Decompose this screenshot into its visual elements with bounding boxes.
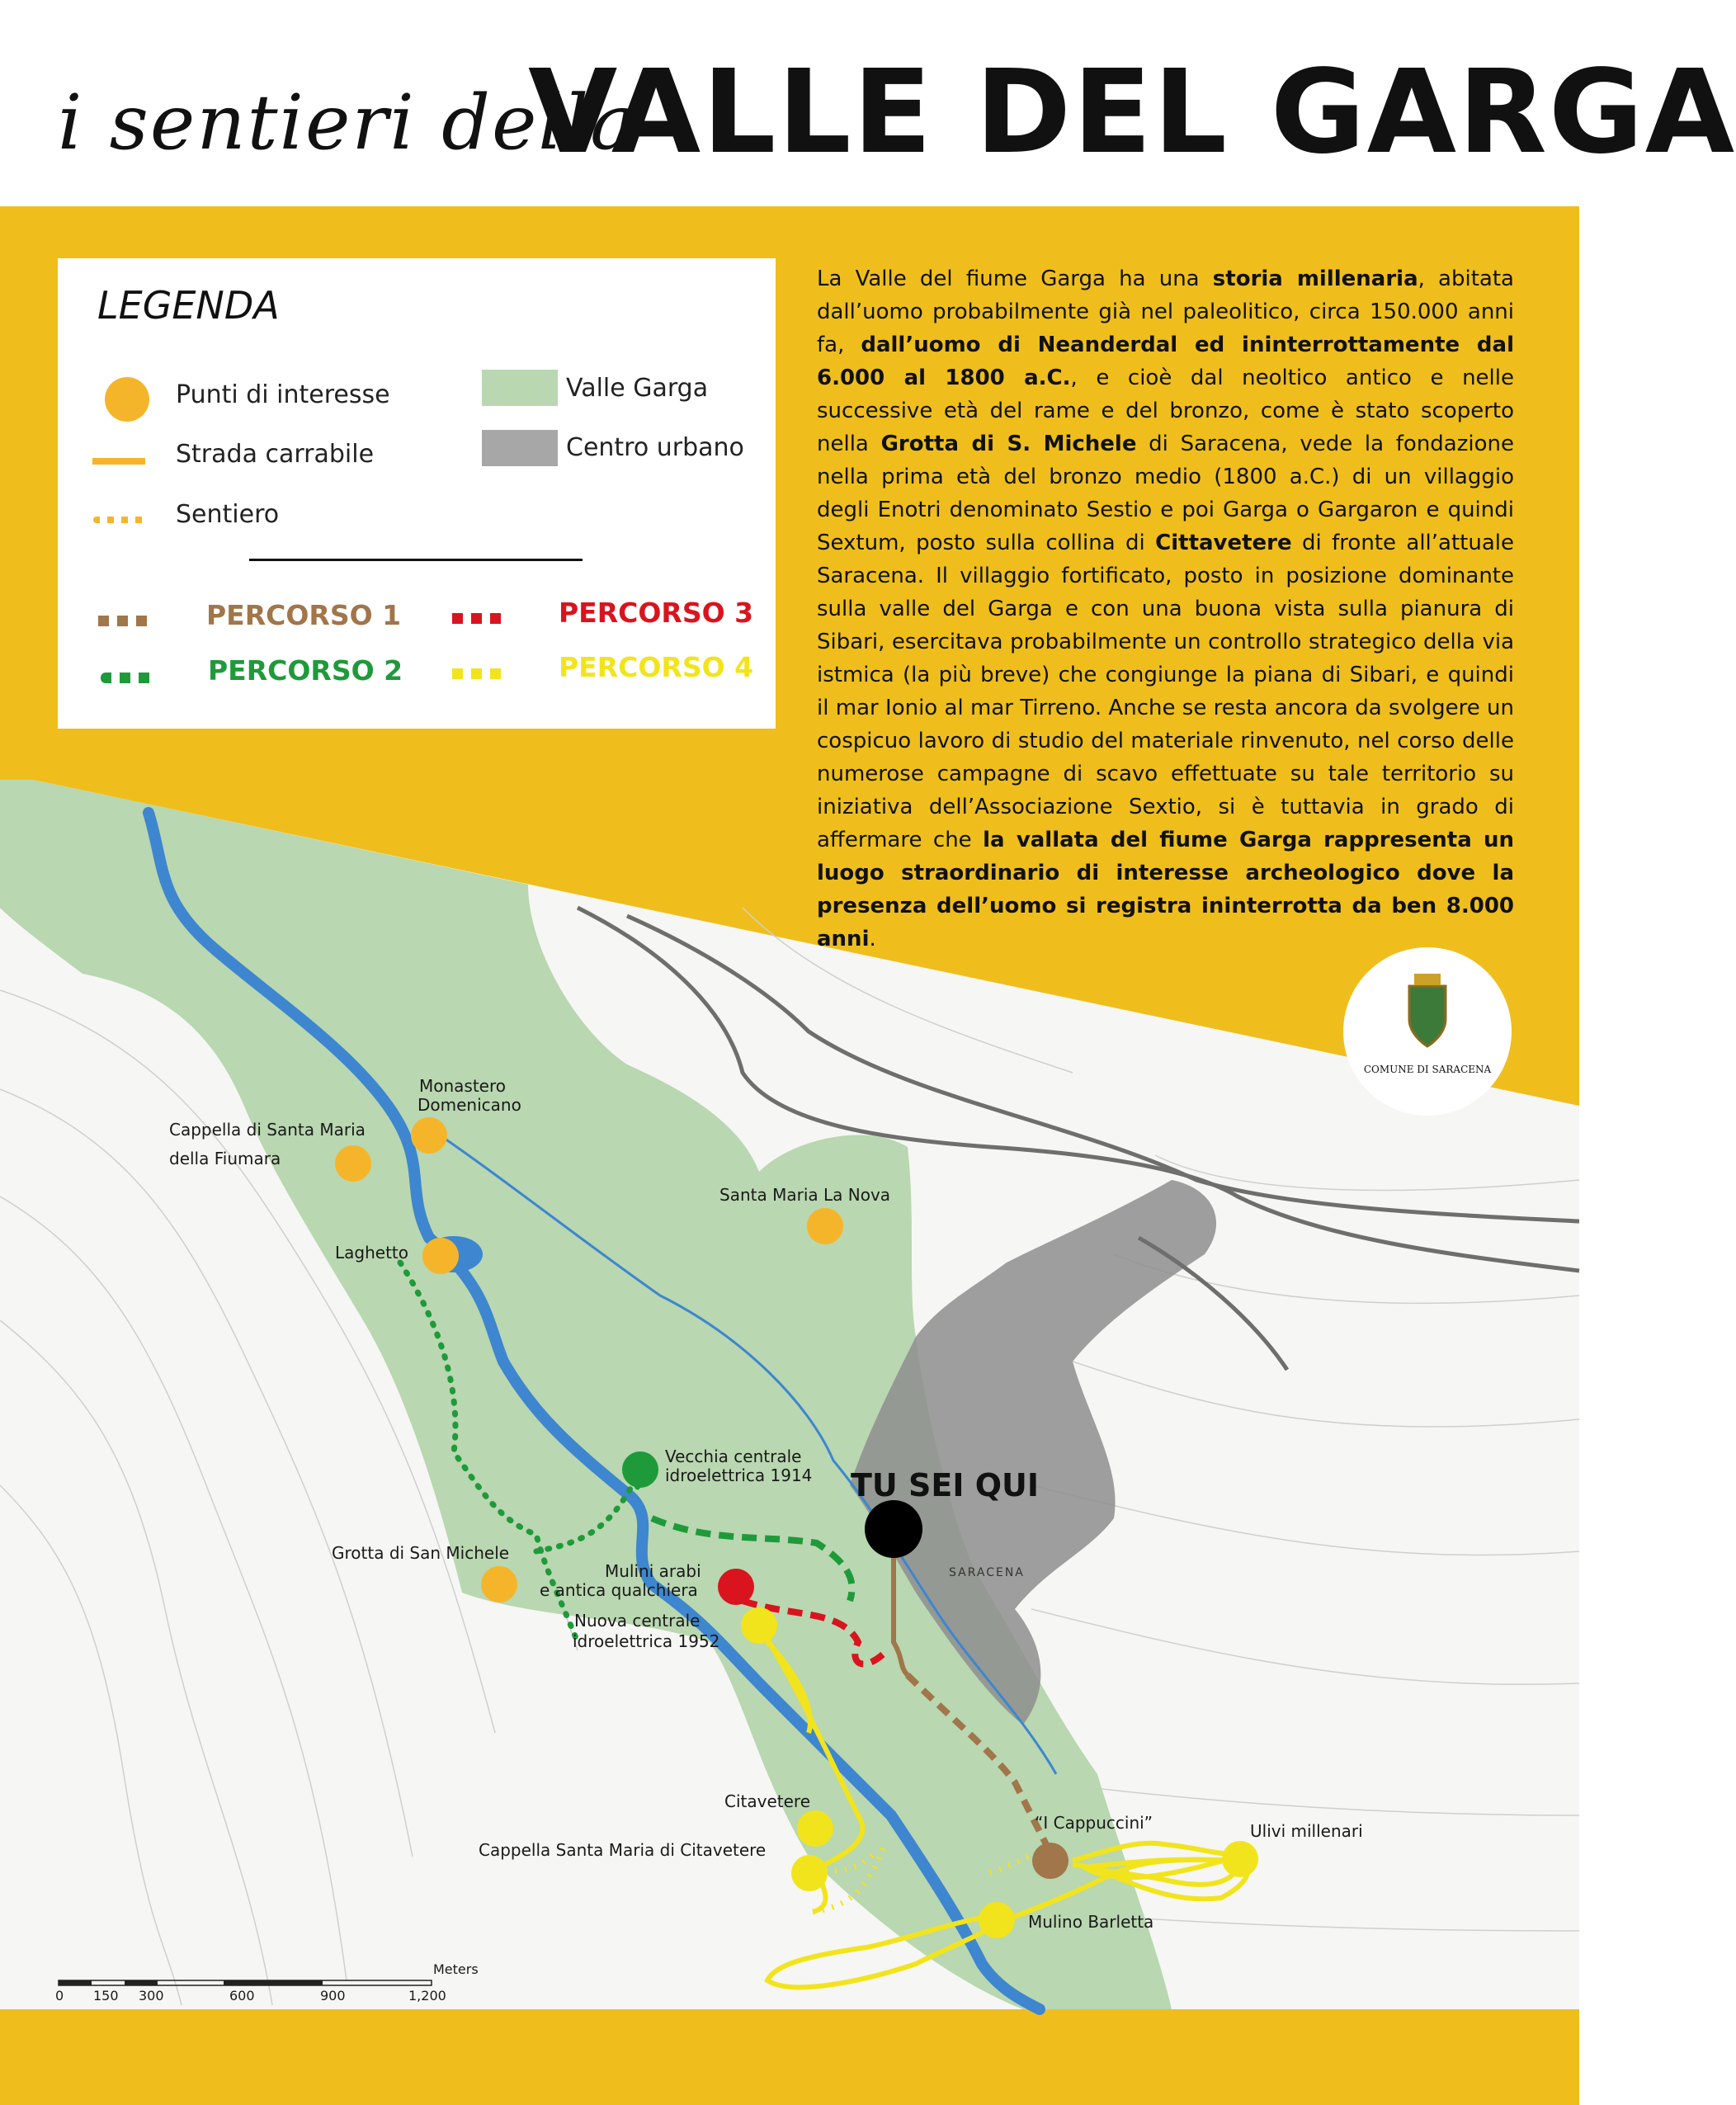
description-segment: Cittavetere xyxy=(1155,531,1292,555)
label-nuova-centrale-2: idroelettrica 1952 xyxy=(573,1631,720,1651)
poi-citavetere[interactable] xyxy=(797,1810,833,1847)
legend-route-3: PERCORSO 3 xyxy=(559,597,754,629)
label-cappella-citavetere: Cappella Santa Maria di Citavetere xyxy=(479,1840,767,1860)
label-vecchia-centrale-1: Vecchia centrale xyxy=(665,1447,802,1466)
description-segment: . xyxy=(869,927,876,951)
description-segment: storia millenaria xyxy=(1212,267,1418,291)
label-grotta: Grotta di San Michele xyxy=(332,1543,510,1563)
scale-tick-150: 150 xyxy=(93,1988,119,2004)
scale-unit: Meters xyxy=(433,1961,479,1977)
legend-divider xyxy=(249,559,583,561)
label-mulino-barletta: Mulino Barletta xyxy=(1028,1912,1154,1932)
scale-tick-300: 300 xyxy=(139,1988,164,2004)
legend-valley-label: Valle Garga xyxy=(566,374,709,403)
poi-nuova-centrale[interactable] xyxy=(741,1607,777,1644)
label-laghetto: Laghetto xyxy=(335,1243,408,1263)
poi-grotta[interactable] xyxy=(481,1566,517,1602)
poi-mulini[interactable] xyxy=(718,1569,754,1605)
route-2-legend-icon xyxy=(101,673,155,683)
you-are-here-marker[interactable] xyxy=(865,1500,922,1558)
legend-panel xyxy=(58,258,776,729)
poi-cappella-citavetere[interactable] xyxy=(791,1855,828,1891)
label-monastero-1: Monastero xyxy=(419,1076,507,1096)
label-santa-maria-nova: Santa Maria La Nova xyxy=(719,1185,891,1205)
legend-urban-label: Centro urbano xyxy=(566,433,744,462)
route-1-legend-icon xyxy=(98,616,149,626)
logo-text: COMUNE DI SARACENA xyxy=(1363,1064,1492,1075)
description-text xyxy=(817,262,1514,956)
poi-laghetto[interactable] xyxy=(422,1238,459,1274)
description-segment: , abitata dall’uomo probabilmente già nel paleolitico, circa 150.000 anni fa, xyxy=(817,267,1514,357)
urban-legend-swatch xyxy=(482,430,558,466)
scale-tick-0: 0 xyxy=(55,1988,64,2004)
legend-route-2: PERCORSO 2 xyxy=(208,654,403,687)
poi-vecchia-centrale[interactable] xyxy=(622,1451,658,1488)
label-mulini-2: e antica qualchiera xyxy=(540,1580,698,1600)
comune-logo xyxy=(1343,947,1512,1116)
legend-title: LEGENDA xyxy=(97,283,280,328)
poi-mulino-barletta[interactable] xyxy=(979,1902,1015,1938)
scale-tick-900: 900 xyxy=(320,1988,346,2004)
label-cappella-fiumara-2: della Fiumara xyxy=(169,1149,281,1168)
label-cappuccini: “I Cappuccini” xyxy=(1035,1813,1153,1833)
label-ulivi: Ulivi millenari xyxy=(1250,1821,1363,1841)
scale-tick-1200: 1,200 xyxy=(408,1988,446,2004)
legend-road-label: Strada carrabile xyxy=(176,440,375,469)
label-cappella-fiumara-1: Cappella di Santa Maria xyxy=(169,1120,366,1140)
description-segment: dall’uomo di Neanderdal ed ininterrottamente dal 6.000 al 1800 a.C. xyxy=(817,333,1514,390)
poi-cappuccini[interactable] xyxy=(1032,1843,1068,1879)
description-segment: La Valle del fiume Garga ha una xyxy=(817,267,1213,291)
poi-legend-icon xyxy=(105,377,149,422)
poi-santa-maria-nova[interactable] xyxy=(807,1208,843,1244)
label-monastero-2: Domenicano xyxy=(417,1095,521,1115)
legend-route-4: PERCORSO 4 xyxy=(559,651,754,683)
poi-ulivi[interactable] xyxy=(1222,1841,1258,1877)
description-segment: , e cioè dal neoltico antico e nelle successive età del rame e del bronzo, come è stato scoperto nella xyxy=(817,366,1514,456)
you-are-here-label: TU SEI QUI xyxy=(851,1467,1039,1503)
page-title: VALLE DEL GARGA xyxy=(528,45,1736,180)
label-mulini-1: Mulini arabi xyxy=(605,1561,701,1581)
label-vecchia-centrale-2: idroelettrica 1914 xyxy=(665,1465,813,1485)
legend-points-label: Punti di interesse xyxy=(176,380,390,409)
description-segment: Grotta di S. Michele xyxy=(880,432,1137,456)
label-citavetere: Citavetere xyxy=(724,1791,810,1811)
description-segment: di Saracena, vede la fondazione nella prima età del bronzo medio (1800 a.C.) di un villaggio degli Enotri denominato Sestio e poi Garga o Gargaron e quindi Sextum, posto sulla collina di xyxy=(817,432,1514,555)
road-legend-icon xyxy=(92,458,145,465)
poi-cappella-fiumara[interactable] xyxy=(335,1145,371,1182)
label-nuova-centrale-1: Nuova centrale xyxy=(574,1611,701,1631)
title-script: i sentieri della xyxy=(58,78,638,167)
route-4-legend-icon xyxy=(452,668,503,679)
poi-monastero[interactable] xyxy=(411,1117,447,1154)
description-segment: la vallata del fiume Garga rappresenta un luogo straordinario di interesse archeologico dove la presenza dell’uomo si registra ininterrotta da ben 8.000 anni xyxy=(817,828,1515,951)
legend-trail-label: Sentiero xyxy=(176,500,280,529)
description-segment: di fronte all’attuale Saracena. Il villaggio fortificato, posto in posizione dominante sulla valle del Garga e con una buona vista sulla pianura di Sibari, esercitava probabilmente un controllo strategico della via istmica (la più breve) che congiunge la piana di Sibari, e quindi il mar Ionio al mar Tirreno. Anche se resta ancora da svolgere un cospicuo lavoro di studio del materiale rinvenuto, nel corso delle numerose campagne di scavo effettuate su tale territorio su iniziativa dell’Associazione Sextio, si è tuttavia in grado di affermare che xyxy=(817,531,1514,852)
route-3-legend-icon xyxy=(452,613,503,624)
town-label: SARACENA xyxy=(949,1566,1025,1579)
scale-tick-600: 600 xyxy=(229,1988,255,2004)
trail-legend-icon xyxy=(93,517,144,523)
valley-legend-swatch xyxy=(482,370,558,406)
legend-route-1: PERCORSO 1 xyxy=(206,599,402,631)
